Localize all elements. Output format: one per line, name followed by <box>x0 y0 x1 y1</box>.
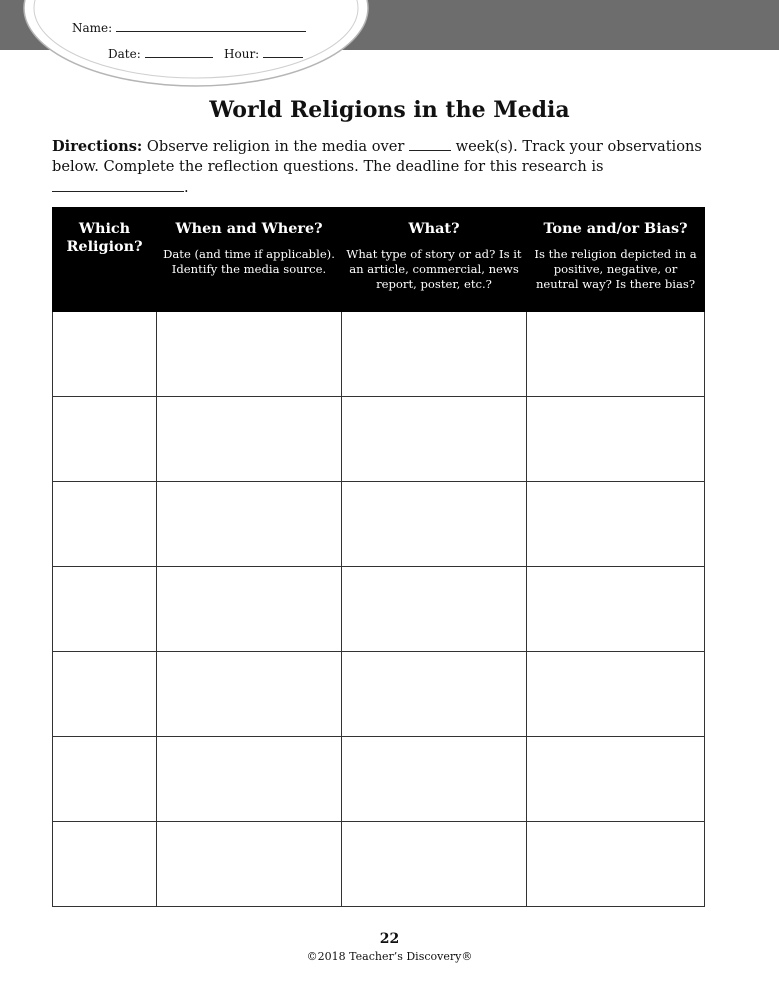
table-cell[interactable] <box>342 822 527 907</box>
table-cell[interactable] <box>53 737 157 822</box>
column-header-what <box>342 208 527 312</box>
table-cell[interactable] <box>53 312 157 397</box>
table-cell[interactable] <box>157 567 342 652</box>
date-blank[interactable] <box>145 46 213 58</box>
table-cell[interactable] <box>527 567 705 652</box>
table-row <box>53 312 705 397</box>
column-subtext: Is the religion depicted in a positive, negative, or neutral way? Is there bias? <box>534 247 697 291</box>
table-cell[interactable] <box>157 482 342 567</box>
table-row <box>53 652 705 737</box>
column-subtext: What type of story or ad? Is it an article, commercial, news report, poster, etc.? <box>346 247 522 291</box>
directions-part1: Observe religion in the media over <box>142 138 409 155</box>
table-cell[interactable] <box>157 312 342 397</box>
table-cell[interactable] <box>157 652 342 737</box>
deadline-blank[interactable] <box>52 177 184 192</box>
table-row <box>53 397 705 482</box>
directions-part2: week(s). Track your observations below. Complete the reflection questions. The deadline for this research is <box>52 138 702 175</box>
directions-text <box>52 136 702 198</box>
directions-part3: . <box>184 179 189 196</box>
column-heading: Which Religion? <box>66 220 143 255</box>
table-cell[interactable] <box>53 567 157 652</box>
table-cell[interactable] <box>527 312 705 397</box>
table-cell[interactable] <box>157 737 342 822</box>
name-blank[interactable] <box>116 20 306 32</box>
table-cell[interactable] <box>527 652 705 737</box>
table-cell[interactable] <box>342 312 527 397</box>
table-cell[interactable] <box>342 567 527 652</box>
column-header-religion <box>53 208 157 312</box>
table-cell[interactable] <box>53 822 157 907</box>
table-row <box>53 482 705 567</box>
column-heading: What? <box>408 220 460 237</box>
date-label: Date: <box>108 47 141 61</box>
table-row <box>53 567 705 652</box>
column-subtext: Date (and time if applicable). Identify the media source. <box>163 247 335 276</box>
observation-table <box>52 207 705 907</box>
page-title: World Religions in the Media <box>209 97 570 123</box>
weeks-blank[interactable] <box>409 136 451 151</box>
table-cell[interactable] <box>53 482 157 567</box>
hour-blank[interactable] <box>263 46 303 58</box>
table-cell[interactable] <box>527 737 705 822</box>
table-row <box>53 737 705 822</box>
copyright-notice: ©2018 Teacher’s Discovery® <box>306 950 473 963</box>
table-cell[interactable] <box>527 397 705 482</box>
column-header-when-where <box>157 208 342 312</box>
column-heading: Tone and/or Bias? <box>543 220 688 237</box>
table-cell[interactable] <box>157 822 342 907</box>
table-cell[interactable] <box>527 482 705 567</box>
hour-label: Hour: <box>224 47 260 61</box>
date-hour-field <box>108 46 303 61</box>
table-cell[interactable] <box>53 652 157 737</box>
table-cell[interactable] <box>157 397 342 482</box>
table-header-row <box>53 208 705 312</box>
name-label: Name: <box>72 21 113 35</box>
column-header-tone-bias <box>527 208 705 312</box>
name-field[interactable] <box>72 20 306 35</box>
directions-lead: Directions: <box>52 138 143 155</box>
table-cell[interactable] <box>53 397 157 482</box>
page-number: 22 <box>379 931 400 947</box>
table-cell[interactable] <box>342 482 527 567</box>
table-row <box>53 822 705 907</box>
table-cell[interactable] <box>342 737 527 822</box>
table-cell[interactable] <box>342 397 527 482</box>
column-heading: When and Where? <box>175 220 323 237</box>
table-cell[interactable] <box>342 652 527 737</box>
table-cell[interactable] <box>527 822 705 907</box>
